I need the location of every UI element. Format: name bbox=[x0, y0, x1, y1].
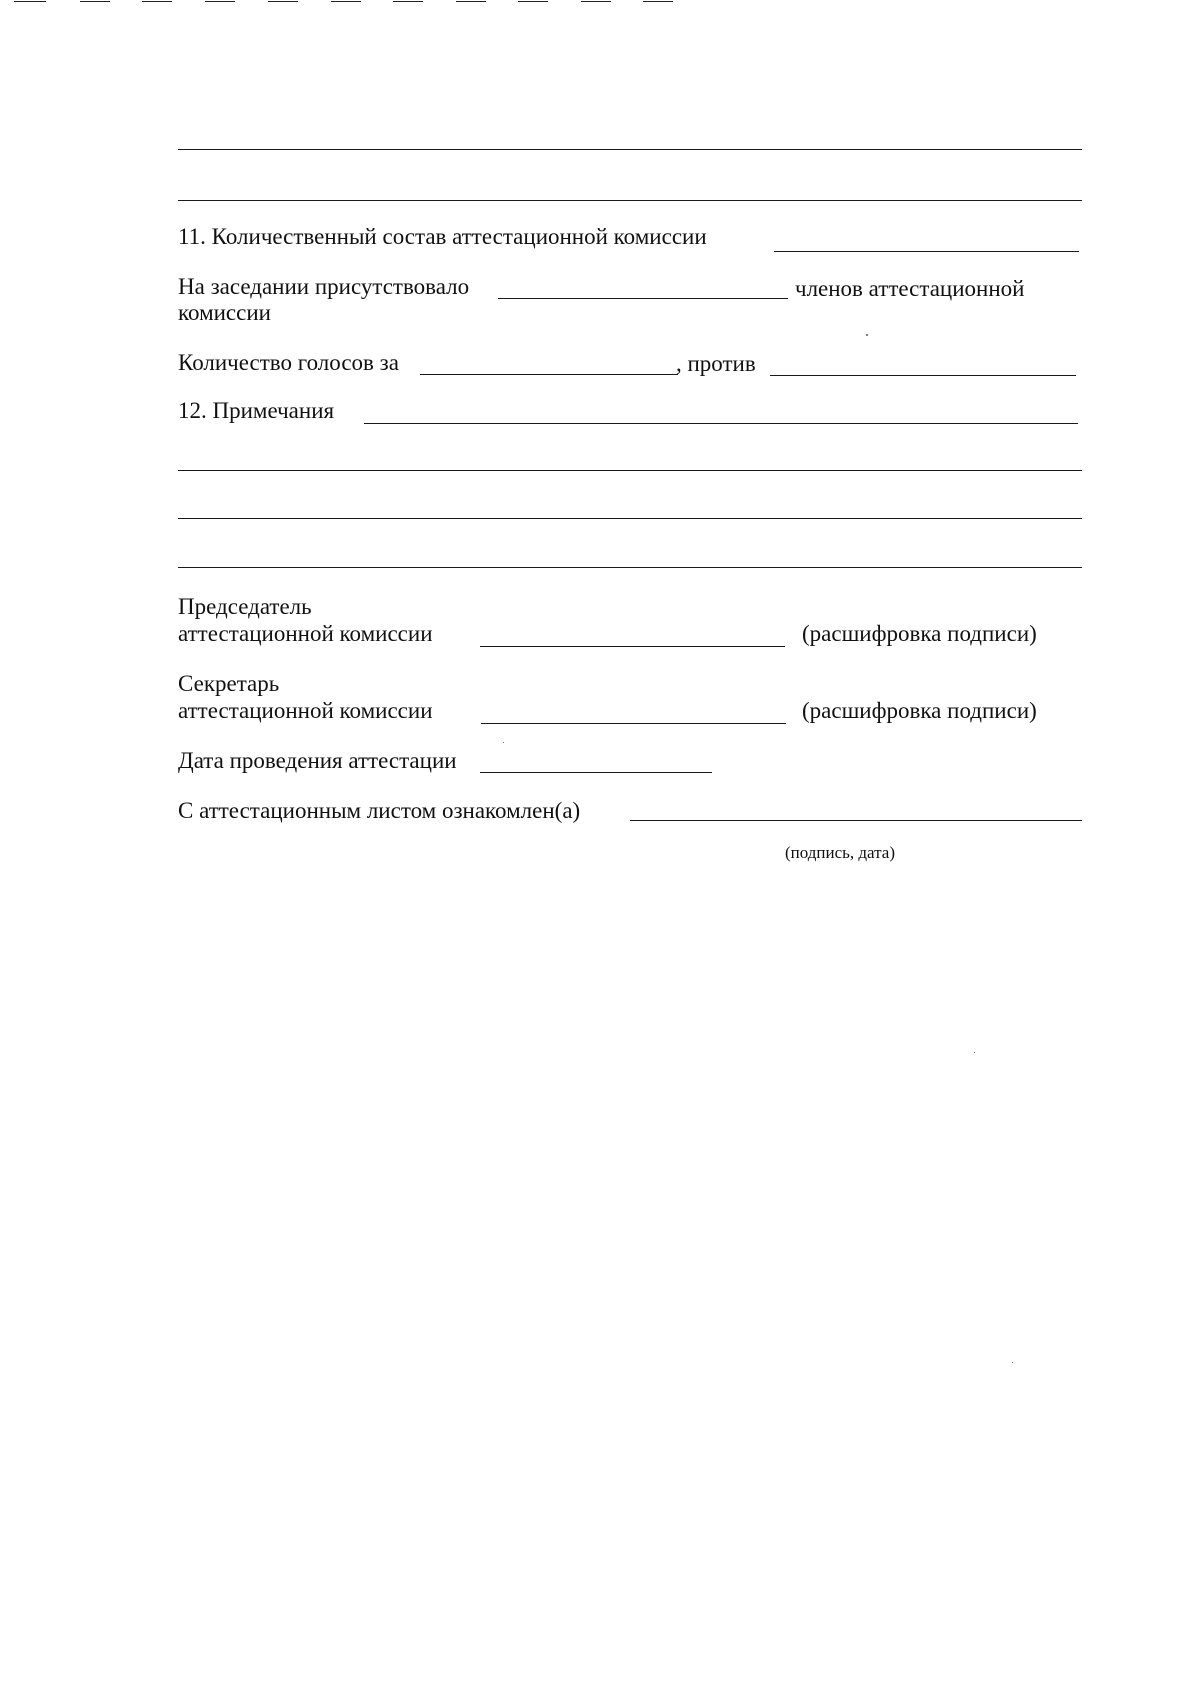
notes-field-2[interactable] bbox=[178, 470, 1082, 471]
acquainted-signature-field[interactable] bbox=[630, 820, 1082, 821]
notes-field-4[interactable] bbox=[178, 567, 1082, 568]
present-suffix-label: членов аттестационной bbox=[795, 276, 1025, 301]
secretary-decode-label: (расшифровка подписи) bbox=[802, 698, 1037, 723]
commission-size-field[interactable] bbox=[774, 251, 1079, 252]
chair-line2-label: аттестационной комиссии bbox=[178, 621, 433, 646]
sign-date-caption: (подпись, дата) bbox=[785, 843, 896, 862]
date-field[interactable] bbox=[480, 772, 712, 773]
chair-signature-field[interactable] bbox=[480, 646, 785, 647]
blank-line-2[interactable] bbox=[178, 200, 1082, 201]
blank-line-1[interactable] bbox=[178, 149, 1082, 150]
votes-for-field[interactable] bbox=[420, 374, 678, 375]
acquainted-label: С аттестационным листом ознакомлен(а) bbox=[178, 798, 581, 823]
present-line2-label: комиссии bbox=[178, 300, 271, 325]
votes-for-label: Количество голосов за bbox=[178, 350, 399, 375]
votes-against-field[interactable] bbox=[770, 375, 1076, 376]
present-prefix-label: На заседании присутствовало bbox=[178, 274, 470, 299]
secretary-line1-label: Секретарь bbox=[178, 671, 280, 696]
notes-field-3[interactable] bbox=[178, 518, 1082, 519]
item-12-label: 12. Примечания bbox=[178, 398, 335, 423]
present-count-field[interactable] bbox=[498, 298, 788, 299]
chair-decode-label: (расшифровка подписи) bbox=[802, 621, 1037, 646]
chair-line1-label: Председатель bbox=[178, 594, 312, 619]
secretary-signature-field[interactable] bbox=[481, 723, 786, 724]
secretary-line2-label: аттестационной комиссии bbox=[178, 698, 433, 723]
notes-field-1[interactable] bbox=[364, 423, 1078, 424]
votes-against-label: , против bbox=[676, 351, 756, 376]
item-11-label: 11. Количественный состав аттестационной комиссии bbox=[178, 224, 707, 249]
date-label: Дата проведения аттестации bbox=[178, 748, 457, 773]
